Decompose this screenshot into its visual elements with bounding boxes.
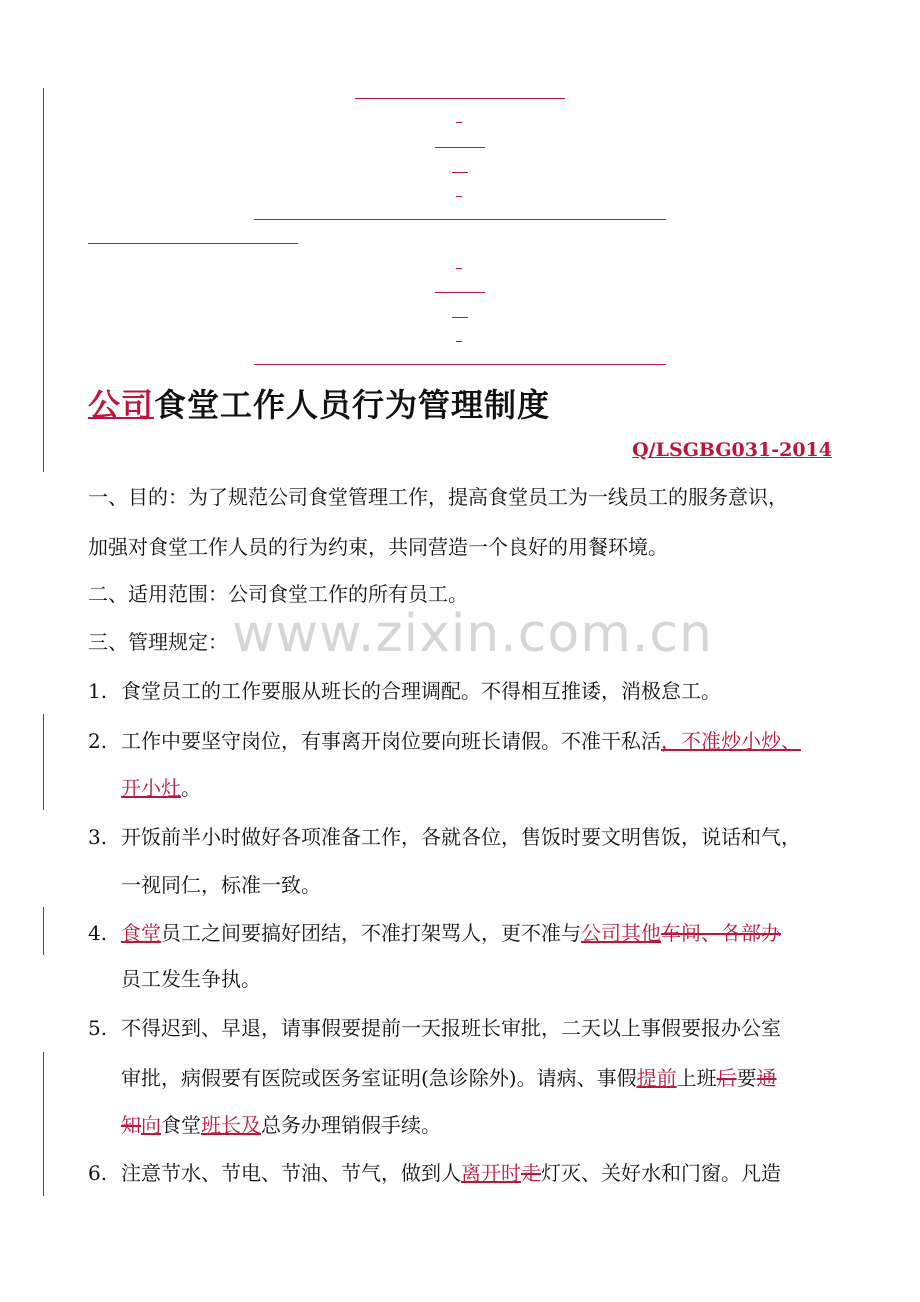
section-3-heading: 三、管理规定：	[88, 630, 228, 654]
item-number: 1.	[88, 679, 108, 703]
section-1-line-1: 一、目的：为了规范公司食堂管理工作，提高食堂员工为一线员工的服务意识，	[88, 485, 788, 509]
rule-line	[355, 98, 565, 99]
item-text	[121, 921, 781, 945]
text-run: 工作中要坚守岗位，有事离开岗位要向班长请假。不准干私活	[121, 729, 661, 753]
rule-line	[435, 292, 485, 293]
text-run: 注意节水、节电、节油、节气，做到人	[121, 1161, 461, 1185]
deleted-text: 知	[121, 1113, 141, 1137]
watermark: www.zixin.com.cn	[232, 604, 713, 664]
revision-bar	[43, 907, 44, 955]
item-text: 不得迟到、早退，请事假要提前一天报班长审批，二天以上事假要报办公室	[121, 1016, 781, 1040]
rule-dash	[456, 196, 462, 197]
revision-bar	[43, 714, 44, 810]
deleted-text: 车间、各部办	[661, 921, 781, 945]
text-run: 总务办理销假手续。	[261, 1113, 441, 1137]
inserted-text: 提前	[636, 1066, 677, 1090]
item-number: 4.	[88, 921, 108, 945]
inserted-text: 食堂	[121, 921, 161, 945]
rule-line	[452, 172, 468, 173]
inserted-text: 公司其他	[581, 921, 661, 945]
deleted-text: 通	[756, 1066, 777, 1090]
rule-dash	[456, 268, 462, 269]
deleted-text: 后	[716, 1066, 737, 1090]
document-title	[88, 380, 550, 426]
inserted-text: 开小灶	[121, 776, 181, 800]
item-number: 3.	[88, 825, 108, 849]
text-run: 。	[181, 776, 201, 800]
revision-bar	[43, 1052, 44, 1196]
inserted-text: 向	[141, 1113, 161, 1137]
deleted-text: 走	[521, 1161, 541, 1185]
text-run: 审批，病假要有医院或医务室证明(急诊除外)。请病、事假	[121, 1066, 637, 1090]
text-run: 食堂	[161, 1113, 201, 1137]
item-text: 食堂员工的工作要服从班长的合理调配。不得相互推诿，消极怠工。	[121, 679, 721, 703]
title-company-insert: 公司	[88, 386, 155, 424]
section-2: 二、适用范围：公司食堂工作的所有员工。	[88, 582, 468, 606]
revision-bar	[43, 88, 44, 472]
item-number: 2.	[88, 729, 108, 753]
rule-line	[88, 243, 298, 244]
list-item-3-line-2: 一视同仁，标准一致。	[121, 873, 321, 897]
title-text: 食堂工作人员行为管理制度	[154, 386, 551, 424]
item-number: 5.	[88, 1016, 108, 1040]
rule-line	[452, 317, 468, 318]
item-text	[121, 729, 801, 753]
rule-line	[435, 147, 485, 148]
list-item-2-line-2	[121, 776, 832, 800]
text-run: 员工之间要搞好团结，不准打架骂人，更不准与	[161, 921, 581, 945]
item-text: 开饭前半小时做好各项准备工作，各就各位，售饭时要文明售饭，说话和气，	[121, 825, 801, 849]
inserted-text: 离开时	[461, 1161, 521, 1185]
list-item-4-line-2: 员工发生争执。	[121, 967, 261, 991]
list-item-5-line-3	[121, 1113, 832, 1137]
document-code: Q/LSGBG031-2014	[632, 439, 832, 461]
text-run: 要	[736, 1066, 757, 1090]
list-item-5-line-2	[121, 1066, 832, 1090]
text-run: 灯灭、关好水和门窗。凡造	[541, 1161, 781, 1185]
item-number: 6.	[88, 1161, 108, 1185]
rule-line	[254, 219, 666, 220]
rule-dash	[456, 122, 462, 123]
inserted-text: ，不准炒小炒、	[661, 729, 801, 753]
inserted-text: 班长及	[201, 1113, 261, 1137]
text-run: 上班	[676, 1066, 717, 1090]
rule-line	[254, 364, 666, 365]
section-1-line-2: 加强对食堂工作人员的行为约束，共同营造一个良好的用餐环境。	[88, 535, 668, 559]
item-text	[121, 1161, 781, 1185]
rule-dash	[456, 341, 462, 342]
